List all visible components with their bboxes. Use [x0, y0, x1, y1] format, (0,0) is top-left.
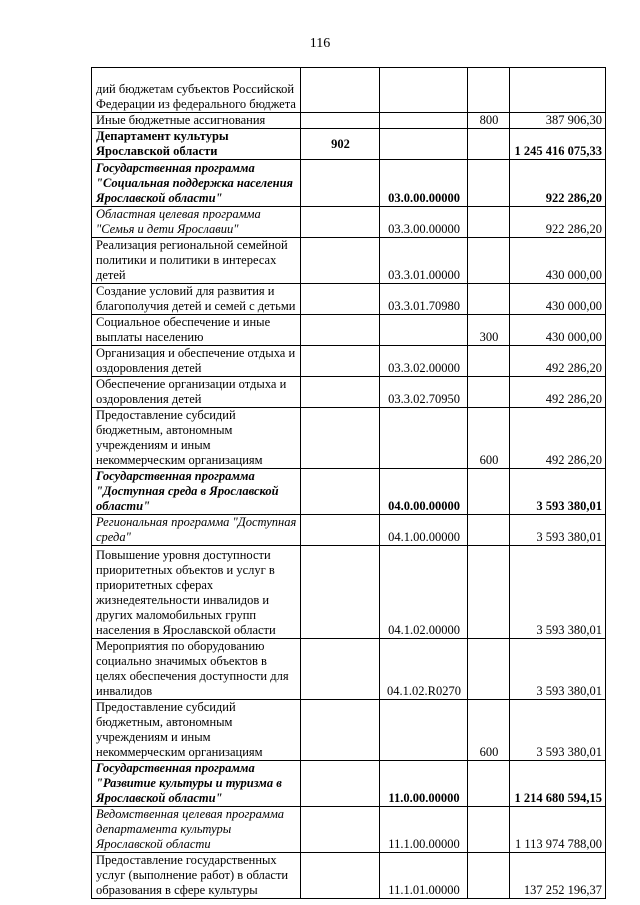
table-row — [92, 238, 606, 284]
cell-name: Предоставление субсидий бюджетным, автономным учреждениям и иным некоммерческим организациям — [92, 700, 301, 761]
cell-sum: 3 593 380,01 — [510, 639, 606, 700]
cell-name: Социальное обеспечение и иные выплаты населению — [92, 315, 301, 346]
cell-csr: 04.1.02.00000 — [380, 546, 468, 639]
cell-sum: 3 593 380,01 — [510, 469, 606, 515]
cell-csr — [380, 129, 468, 160]
cell-vr — [468, 68, 510, 113]
cell-ved — [301, 68, 380, 113]
cell-ved — [301, 761, 380, 807]
cell-csr: 03.3.01.00000 — [380, 238, 468, 284]
cell-sum: 3 593 380,01 — [510, 700, 606, 761]
table-row — [92, 639, 606, 700]
budget-table — [91, 67, 606, 899]
cell-csr: 04.0.00.00000 — [380, 469, 468, 515]
cell-vr — [468, 129, 510, 160]
budget-table-body — [92, 68, 606, 899]
cell-name: Региональная программа "Доступная среда" — [92, 515, 301, 546]
cell-ved — [301, 546, 380, 639]
cell-ved — [301, 238, 380, 284]
cell-ved — [301, 639, 380, 700]
table-row — [92, 284, 606, 315]
cell-csr: 11.1.00.00000 — [380, 807, 468, 853]
cell-name: дий бюджетам субъектов Российской Федерации из федерального бюджета — [92, 68, 301, 113]
cell-name: Государственная программа "Доступная среда в Ярославской области" — [92, 469, 301, 515]
cell-name: Областная целевая программа "Семья и дети Ярославии" — [92, 207, 301, 238]
cell-ved — [301, 207, 380, 238]
cell-csr: 03.3.02.70950 — [380, 377, 468, 408]
cell-sum: 492 286,20 — [510, 346, 606, 377]
cell-name: Повышение уровня доступности приоритетных объектов и услуг в приоритетных сферах жизнедеятельности инвалидов и других маломобильных групп населения в Ярославской области — [92, 546, 301, 639]
cell-vr — [468, 515, 510, 546]
cell-sum: 3 593 380,01 — [510, 515, 606, 546]
cell-vr — [468, 639, 510, 700]
cell-name: Предоставление государственных услуг (выполнение работ) в области образования в сфере культуры — [92, 853, 301, 899]
cell-name: Мероприятия по оборудованию социально значимых объектов в целях обеспечения доступности для инвалидов — [92, 639, 301, 700]
cell-csr — [380, 315, 468, 346]
cell-name: Реализация региональной семейной политики и политики в интересах детей — [92, 238, 301, 284]
page-number: 116 — [309, 36, 331, 51]
cell-csr: 11.0.00.00000 — [380, 761, 468, 807]
cell-csr: 03.3.01.70980 — [380, 284, 468, 315]
cell-vr — [468, 160, 510, 207]
cell-ved — [301, 853, 380, 899]
table-row — [92, 469, 606, 515]
cell-ved — [301, 315, 380, 346]
table-row — [92, 129, 606, 160]
cell-sum: 492 286,20 — [510, 377, 606, 408]
table-row — [92, 207, 606, 238]
cell-vr: 600 — [468, 700, 510, 761]
cell-vr — [468, 469, 510, 515]
cell-ved — [301, 469, 380, 515]
cell-csr: 03.3.02.00000 — [380, 346, 468, 377]
cell-sum: 922 286,20 — [510, 207, 606, 238]
cell-vr: 300 — [468, 315, 510, 346]
cell-csr — [380, 700, 468, 761]
cell-ved — [301, 346, 380, 377]
cell-sum: 137 252 196,37 — [510, 853, 606, 899]
table-row — [92, 853, 606, 899]
table-row — [92, 515, 606, 546]
cell-vr — [468, 238, 510, 284]
cell-vr — [468, 853, 510, 899]
cell-vr — [468, 761, 510, 807]
table-row — [92, 377, 606, 408]
cell-ved: 902 — [301, 129, 380, 160]
table-row — [92, 700, 606, 761]
cell-ved — [301, 408, 380, 469]
cell-sum: 1 214 680 594,15 — [510, 761, 606, 807]
cell-vr — [468, 807, 510, 853]
cell-ved — [301, 284, 380, 315]
cell-ved — [301, 807, 380, 853]
cell-csr: 03.0.00.00000 — [380, 160, 468, 207]
cell-sum: 387 906,30 — [510, 113, 606, 129]
cell-sum: 430 000,00 — [510, 315, 606, 346]
cell-sum: 1 245 416 075,33 — [510, 129, 606, 160]
table-row — [92, 546, 606, 639]
cell-name: Предоставление субсидий бюджетным, автономным учреждениям и иным некоммерческим организациям — [92, 408, 301, 469]
cell-ved — [301, 515, 380, 546]
cell-csr: 03.3.00.00000 — [380, 207, 468, 238]
cell-csr: 04.1.02.R0270 — [380, 639, 468, 700]
cell-vr: 800 — [468, 113, 510, 129]
cell-sum: 922 286,20 — [510, 160, 606, 207]
cell-vr — [468, 377, 510, 408]
cell-ved — [301, 160, 380, 207]
cell-sum: 430 000,00 — [510, 238, 606, 284]
table-row — [92, 68, 606, 113]
cell-sum: 430 000,00 — [510, 284, 606, 315]
cell-name: Государственная программа "Развитие культуры и туризма в Ярославской области" — [92, 761, 301, 807]
cell-name: Государственная программа "Социальная поддержка населения Ярославской области" — [92, 160, 301, 207]
cell-sum — [510, 68, 606, 113]
cell-vr — [468, 346, 510, 377]
cell-sum: 492 286,20 — [510, 408, 606, 469]
cell-ved — [301, 113, 380, 129]
cell-csr: 11.1.01.00000 — [380, 853, 468, 899]
cell-csr: 04.1.00.00000 — [380, 515, 468, 546]
table-row — [92, 315, 606, 346]
table-row — [92, 346, 606, 377]
table-row — [92, 113, 606, 129]
cell-name: Создание условий для развития и благополучия детей и семей с детьми — [92, 284, 301, 315]
cell-csr — [380, 68, 468, 113]
cell-name: Иные бюджетные ассигнования — [92, 113, 301, 129]
table-row — [92, 761, 606, 807]
table-row — [92, 408, 606, 469]
cell-sum: 1 113 974 788,00 — [510, 807, 606, 853]
cell-vr — [468, 284, 510, 315]
cell-vr: 600 — [468, 408, 510, 469]
table-row — [92, 807, 606, 853]
cell-name: Ведомственная целевая программа департамента культуры Ярославской области — [92, 807, 301, 853]
cell-vr — [468, 207, 510, 238]
cell-csr — [380, 408, 468, 469]
cell-csr — [380, 113, 468, 129]
table-row — [92, 160, 606, 207]
cell-name: Организация и обеспечение отдыха и оздоровления детей — [92, 346, 301, 377]
cell-vr — [468, 546, 510, 639]
cell-name: Обеспечение организации отдыха и оздоровления детей — [92, 377, 301, 408]
cell-ved — [301, 700, 380, 761]
cell-sum: 3 593 380,01 — [510, 546, 606, 639]
cell-ved — [301, 377, 380, 408]
cell-name: Департамент культуры Ярославской области — [92, 129, 301, 160]
